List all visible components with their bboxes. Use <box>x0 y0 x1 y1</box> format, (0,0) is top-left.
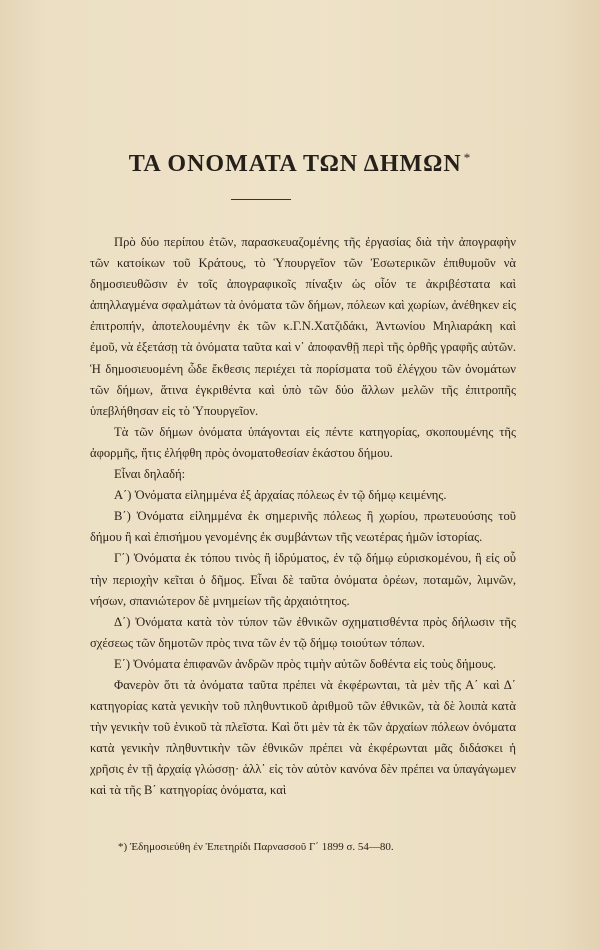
category-a: Α΄) Ὀνόματα εἰλημμένα ἐξ ἀρχαίας πόλεως ἐν τῷ δήμῳ κειμένης. <box>114 488 447 503</box>
footnote: *) Ἐδημοσιεύθη ἐν Ἐπετηρίδι Παρνασσοῦ Γ΄ 1899 σ. 54—80. <box>118 841 394 853</box>
title-divider <box>231 199 291 200</box>
article-body <box>90 232 516 802</box>
title-text: ΤΑ ΟΝΟΜΑΤΑ ΤΩΝ ΔΗΜΩΝ <box>128 151 462 177</box>
category-e: Ε΄) Ὀνόματα ἐπιφανῶν ἀνδρῶν πρὸς τιμὴν αὐτῶν δοθέντα εἰς τοὺς δήμους. <box>114 656 496 671</box>
category-d: Δ΄) Ὀνόματα κατὰ τὸν τύπον τῶν ἐθνικῶν σχηματισθέντα πρὸς δήλωσιν τῆς σχέσεως τῶν δημοτῶν πρὸς τινα τῶν ἐν τῷ δήμῳ τοιούτων τόπων. <box>90 614 516 650</box>
category-b: Β΄) Ὀνόματα εἰλημμένα ἐκ σημερινῆς πόλεως ἢ χωρίου, πρωτευούσης τοῦ δήμου ἢ καὶ ἐπισήμου γενομένης ἐκ συμβάντων τῆς νεωτέρας ἡμῶν ἱστορίας. <box>90 509 516 545</box>
page-title <box>0 150 600 178</box>
category-c: Γ΄) Ὀνόματα ἐκ τόπου τινὸς ἢ ἱδρύματος, ἐν τῷ δήμῳ εὑρισκομένου, ἢ εἰς οὗ τὴν περιοχὴν κεῖται ὁ δῆμος. Εἶναι δὲ ταῦτα ὀνόματα ὀρέων, ποταμῶν, λιμνῶν, νήσων, σπανιώτερον δὲ μνημείων τῆς ἀρχαιότητος. <box>90 551 516 608</box>
paragraph-namely: Εἶναι δηλαδή: <box>114 467 186 482</box>
paragraph-categories: Τὰ τῶν δήμων ὀνόματα ὑπάγονται εἰς πέντε κατηγορίας, σκοπουμένης τῆς ἀφορμῆς, ἥτις ἐλήφθη πρὸς ὀνοματοθεσίαν ἑκάστου δήμου. <box>90 424 516 460</box>
title-footnote-mark: * <box>463 150 472 165</box>
paragraph-intro: Πρὸ δύο περίπου ἐτῶν, παρασκευαζομένης τῆς ἐργασίας διὰ τὴν ἀπογραφὴν τῶν κατοίκων τοῦ Κράτους, τὸ Ὑπουργεῖον τῶν Ἐσωτερικῶν ἐπιθυμοῦν νὰ δημοσιευθῶσιν ἐν τοῖς ἀπογραφικοῖς πίναξιν ὡς οἷόν τε ἀκριβέστατα καὶ ἀπηλλαγμένα σφαλμάτων τὰ ὀνόματα τῶν δήμων, πόλεων καὶ χωρίων, ἀνέθηκεν εἰς ἐπιτροπήν, ἀποτελουμένην ἐκ τῶν κ.Γ.Ν.Χατζιδάκι, Ἀντωνίου Μηλιαράκη καὶ ἐμοῦ, νὰ ἐξετάσῃ τὰ ὀνόματα ταῦτα καὶ ν᾿ ἀποφανθῇ περὶ τῆς ὀρθῆς γραφῆς αὐτῶν. Ἡ δημοσιευομένη ὧδε ἔκθεσις περιέχει τὰ πορίσματα τοῦ ἐλέγχου τῶν ὀνομάτων τῶν δήμων, ἅτινα ἐγκριθέντα καὶ ὑπὸ τῶν δύο ἄλλων μελῶν τῆς ἐπιτροπῆς ὑπεβλήθησαν εἰς τὸ Ὑπουργεῖον. <box>90 235 516 418</box>
paragraph-conclusion: Φανερὸν ὅτι τὰ ὀνόματα ταῦτα πρέπει νὰ ἐκφέρωνται, τὰ μὲν τῆς Α΄ καὶ Δ΄ κατηγορίας κατὰ γενικὴν τοῦ πληθυντικοῦ ἀριθμοῦ τῶν ἐθνικῶν, τὰ δὲ λοιπὰ κατὰ τὴν γενικὴν τοῦ ἑνικοῦ τὰ πλεῖστα. Καὶ ὅτι μὲν τὰ ἐκ τῶν ἀρχαίων πόλεων ὀνόματα κατὰ γενικὴν πληθυντικὴν τῶν ἐθνικῶν πρέπει νὰ ἐκφέρωνται μᾶς διδάσκει ἡ χρῆσις ἐν τῇ ἀρχαίᾳ γλώσσῃ· ἀλλ᾿ εἰς τὸν αὐτὸν κανόνα δὲν πρέπει να ὑπαγάγωμεν καὶ τὰ τῆς Β΄ κατηγορίας ὀνόματα, καὶ <box>90 677 516 798</box>
